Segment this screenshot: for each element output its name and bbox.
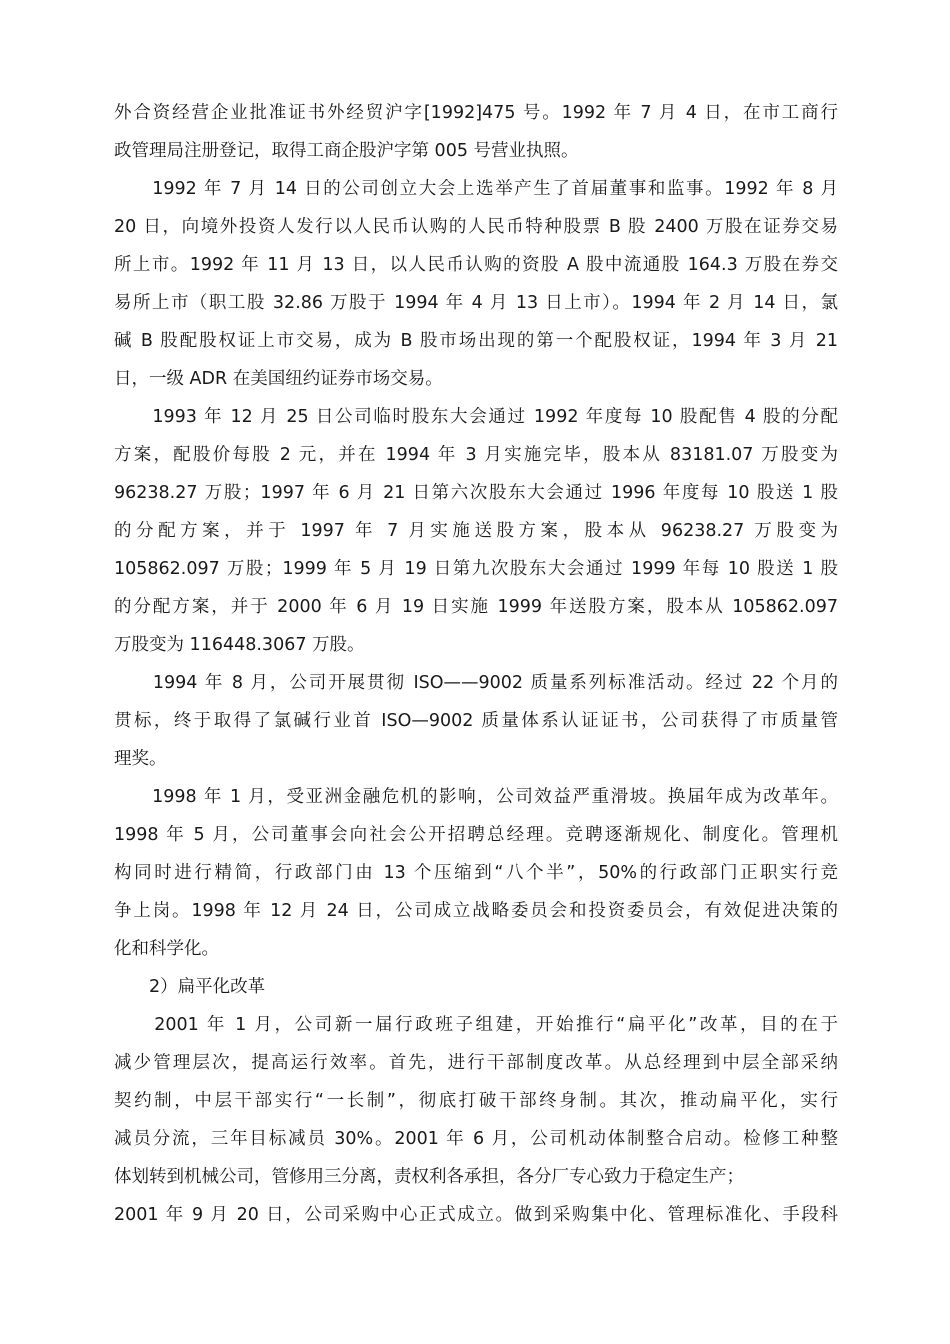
text-line: 构同时进行精简，行政部门由 13 个压缩到“八个半”，50%的行政部门正职实行竞	[114, 863, 838, 883]
text-line: 减少管理层次，提高运行效率。首先，进行干部制度改革。从总经理到中层全部采纳	[114, 1053, 838, 1073]
text-line: 减员分流，三年目标减员 30%。2001 年 6 月，公司机动体制整合启动。检修工种整	[114, 1129, 838, 1149]
document-body	[114, 94, 838, 1234]
text-line: 政管理局注册登记，取得工商企股沪字第 005 号营业执照。	[114, 141, 579, 161]
text-line: 的分配方案，并于 2000 年 6 月 19 日实施 1999 年送股方案，股本从 105862.097	[114, 597, 838, 617]
text-line: 所上市。1992 年 11 月 13 日，以人民币认购的资股 A 股中流通股 164.3 万股在券交	[114, 255, 838, 275]
text-line: 外合资经营企业批准证书外经贸沪字[1992]475 号。1992 年 7 月 4 日，在市工商行	[114, 103, 838, 123]
text-line: 20 日，向境外投资人发行以人民币认购的人民币特种股票 B 股 2400 万股在证券交易	[114, 217, 838, 237]
text-line: 96238.27 万股；1997 年 6 月 21 日第六次股东大会通过 1996 年度每 10 股送 1 股	[114, 483, 838, 503]
text-line: 1993 年 12 月 25 日公司临时股东大会通过 1992 年度每 10 股配售 4 股的分配	[114, 407, 838, 427]
text-line: 1998 年 1 月，受亚洲金融危机的影响，公司效益严重滑坡。换届年成为改革年。	[114, 787, 838, 807]
text-line: 1998 年 5 月，公司董事会向社会公开招聘总经理。竞聘逐渐规化、制度化。管理机	[114, 825, 838, 845]
text-line: 争上岗。1998 年 12 月 24 日，公司成立战略委员会和投资委员会，有效促进决策的	[114, 901, 838, 921]
text-line: 碱 B 股配股权证上市交易，成为 B 股市场出现的第一个配股权证，1994 年 3 月 21	[114, 331, 838, 351]
text-line: 化和科学化。	[114, 939, 219, 959]
text-line: 2001 年 1 月，公司新一届行政班子组建，开始推行“扁平化”改革，目的在于	[114, 1015, 838, 1035]
text-line: 日，一级 ADR 在美国纽约证券市场交易。	[114, 369, 443, 389]
text-line: 1994 年 8 月，公司开展贯彻 ISO——9002 质量系列标准活动。经过 22 个月的	[114, 673, 838, 693]
text-line: 体划转到机械公司，管修用三分离，责权利各承担，各分厂专心致力于稳定生产；	[114, 1167, 744, 1187]
section-heading: 2）扁平化改革	[114, 977, 266, 997]
text-line: 的分配方案，并于 1997 年 7 月实施送股方案，股本从 96238.27 万股变为	[114, 521, 838, 541]
text-line: 105862.097 万股；1999 年 5 月 19 日第九次股东大会通过 1999 年每 10 股送 1 股	[114, 559, 838, 579]
text-line: 贯标，终于取得了氯碱行业首 ISO—9002 质量体系认证证书，公司获得了市质量管	[114, 711, 838, 731]
text-line: 1992 年 7 月 14 日的公司创立大会上选举产生了首届董事和监事。1992 年 8 月	[114, 179, 838, 199]
text-line: 易所上市（职工股 32.86 万股于 1994 年 4 月 13 日上市）。1994 年 2 月 14 日，氯	[114, 293, 838, 313]
text-line: 万股变为 116448.3067 万股。	[114, 635, 365, 655]
text-line: 理奖。	[114, 749, 167, 769]
text-line: 2001 年 9 月 20 日，公司采购中心正式成立。做到采购集中化、管理标准化、手段科	[114, 1205, 838, 1225]
text-line: 契约制，中层干部实行“一长制”，彻底打破干部终身制。其次，推动扁平化，实行	[114, 1091, 838, 1111]
text-line: 方案，配股价每股 2 元，并在 1994 年 3 月实施完毕，股本从 83181.07 万股变为	[114, 445, 838, 465]
